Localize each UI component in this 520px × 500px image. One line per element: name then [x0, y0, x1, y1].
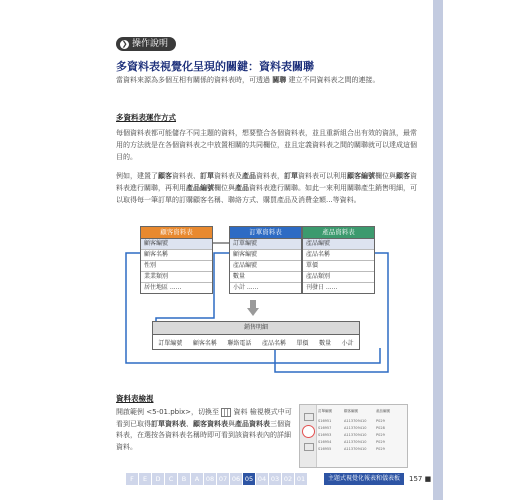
p2-text: 資料表進行關聯。如此一來利用關聯產生銷售明細，可以取得每一筆訂單的訂購顧客名稱、聯絡方式、購買產品及消費金額...等資料。	[116, 184, 417, 204]
p3-bold: 顧客資料表	[193, 419, 228, 428]
view-rail	[300, 405, 317, 467]
chapter-tab[interactable]: 04	[257, 475, 267, 483]
chapter-tab[interactable]: B	[178, 473, 190, 485]
cell: S16951	[318, 419, 332, 423]
table-field: 數量	[230, 272, 301, 283]
chapter-tab[interactable]: F	[126, 473, 138, 485]
page-number: 157 ■	[409, 475, 432, 483]
cell: P029	[376, 440, 385, 444]
cell: S16954	[318, 440, 332, 444]
table-field: 顧客編號	[230, 250, 301, 261]
paragraph-1: 每個資料表都可能儲存不同主題的資料，想要整合各個資料表，並且重新組合出有效的資訊，最常用的方法就是在各個資料表之中放置相關的共同欄位，並且定義資料表之間的關聯就可以達成這個目的。	[116, 129, 417, 161]
heading-table-view: 資料表檢視	[116, 394, 154, 403]
table-field: 業業類別	[141, 272, 212, 283]
p3-text: 與	[228, 419, 235, 428]
report-view-icon	[304, 413, 314, 421]
p2-bold: 產品編號	[186, 184, 214, 192]
sales-column: 訂單編號	[158, 339, 183, 347]
table-field: 顧客編號	[141, 239, 212, 250]
cell: A113709410	[344, 440, 367, 444]
cell: S16957	[318, 426, 332, 430]
chapter-tab[interactable]: D	[152, 473, 164, 485]
arrow-down-icon	[247, 300, 259, 316]
screenshot-header: 訂單編號	[318, 409, 332, 413]
section-title: 多資料表視覺化呈現的關鍵：資料表關聯	[116, 60, 314, 73]
heading-multi-table: 多資料表運作方式	[116, 113, 176, 122]
sales-column: 聯絡電話	[227, 339, 252, 347]
screenshot-row	[318, 446, 385, 453]
cell: P028	[376, 426, 385, 430]
p2-text: 資料表及	[214, 172, 242, 180]
p2-bold: 訂單	[200, 172, 214, 180]
screenshot-row	[318, 432, 385, 439]
p3-text: 三個資料表，在選按各資料表名稱時即可看到該資料表內的詳細資料。	[116, 419, 291, 451]
p2-bold: 顧客	[396, 172, 410, 180]
sales-detail-table	[152, 321, 360, 350]
chevron-right-icon: ❯	[121, 39, 128, 48]
intro-text-end: 建立不同資料表之間的連接。	[288, 76, 380, 84]
cell: P029	[376, 419, 385, 423]
sales-column: 數量	[319, 339, 332, 347]
badge-label: 操作說明	[132, 39, 169, 49]
p2-text: 例如，建置了	[116, 172, 158, 180]
paragraph-3	[116, 407, 294, 453]
p2-bold: 產品	[242, 172, 256, 180]
screenshot-header: 產品編號	[376, 409, 390, 413]
model-view-icon	[304, 443, 314, 451]
table-field: 產品編號	[230, 261, 301, 272]
cell: A113709410	[344, 419, 367, 423]
cell: A113709410	[344, 447, 367, 451]
screenshot-row	[318, 439, 385, 446]
table-field: 刊發日 ......	[306, 284, 338, 291]
sales-detail-columns	[153, 335, 359, 349]
cell: P029	[376, 433, 385, 437]
cell: S16953	[318, 433, 332, 437]
p2-bold: 顧客	[158, 172, 172, 180]
customers-table	[140, 226, 213, 294]
sales-detail-header: 銷售明細	[153, 322, 359, 335]
p2-text: 資料表，	[256, 172, 284, 180]
sales-column: 小計	[341, 339, 354, 347]
p2-bold: 產品	[235, 184, 249, 192]
p2-bold: 訂單	[284, 172, 298, 180]
screenshot-row	[318, 418, 385, 425]
chapter-tab[interactable]: 02	[283, 475, 293, 483]
p3-bold: 訂單資料表	[151, 419, 186, 428]
table-field: 訂單編號	[230, 239, 301, 250]
p3-text: 開啟範例 <5-01.pbix>，切換至	[116, 408, 220, 416]
p2-text: 資料表可以利用	[298, 172, 347, 180]
cell: A113709410	[344, 426, 367, 430]
p3-text: 、	[186, 419, 193, 428]
chapter-tab[interactable]: 07	[218, 475, 228, 483]
p2-bold: 顧客編號	[347, 172, 375, 180]
intro-text: 當資料來源為多個互相有關係的資料表時，可透過	[116, 76, 270, 84]
chapter-tab[interactable]: E	[139, 473, 151, 485]
sales-column: 產品名稱	[261, 339, 286, 347]
table-field: 顧客名稱	[141, 250, 212, 261]
p2-text: 欄位與	[214, 184, 235, 192]
orders-table-header: 訂單資料表	[230, 227, 301, 239]
table-field: 居住地區 ......	[144, 284, 182, 291]
table-field: 產品類別	[303, 272, 374, 283]
chapter-tab[interactable]: 06	[231, 475, 241, 483]
screenshot-header: 顧客編號	[344, 409, 358, 413]
cell: S16955	[318, 447, 332, 451]
table-field: 單價	[303, 261, 374, 272]
table-field: 小計 ......	[233, 284, 259, 291]
table-field: 性別	[141, 261, 212, 272]
p2-text: 資料表進行關聯，再利用	[116, 172, 417, 192]
table-field: 產品編號	[303, 239, 374, 250]
sales-column: 單價	[296, 339, 309, 347]
chapter-tab[interactable]: 03	[270, 475, 280, 483]
products-table	[302, 226, 375, 294]
chapter-tab[interactable]: 01	[296, 475, 306, 483]
sales-column: 顧客名稱	[192, 339, 217, 347]
orders-table	[229, 226, 302, 294]
chapter-title: 主題式視覺化報表和儀表板	[324, 473, 404, 485]
screenshot-header-row	[318, 409, 402, 414]
p2-text: 資料表、	[172, 172, 200, 180]
table-field: 產品名稱	[303, 250, 374, 261]
chapter-nav	[126, 473, 307, 485]
chapter-tab[interactable]: 08	[205, 475, 215, 483]
customers-table-header: 顧客資料表	[141, 227, 212, 239]
screenshot-row	[318, 425, 385, 432]
chapter-tab[interactable]: C	[165, 473, 177, 485]
grid-icon	[221, 408, 231, 417]
p2-text: 欄位與	[375, 172, 396, 180]
page-number-value: 157	[409, 475, 423, 483]
cell: A113709410	[344, 433, 367, 437]
p3-text: 資料 檢視模式中可看到已取得	[116, 408, 292, 428]
cell: P029	[376, 447, 385, 451]
intro-bold: 關聯	[272, 76, 287, 84]
screenshot-rows	[318, 418, 385, 453]
chapter-tab[interactable]: A	[191, 473, 203, 485]
data-view-icon	[302, 425, 315, 438]
chapter-tab-active[interactable]: 05	[244, 475, 254, 483]
data-view-screenshot	[299, 404, 408, 468]
products-table-header: 產品資料表	[303, 227, 374, 239]
p3-bold: 產品資料表	[235, 419, 270, 428]
